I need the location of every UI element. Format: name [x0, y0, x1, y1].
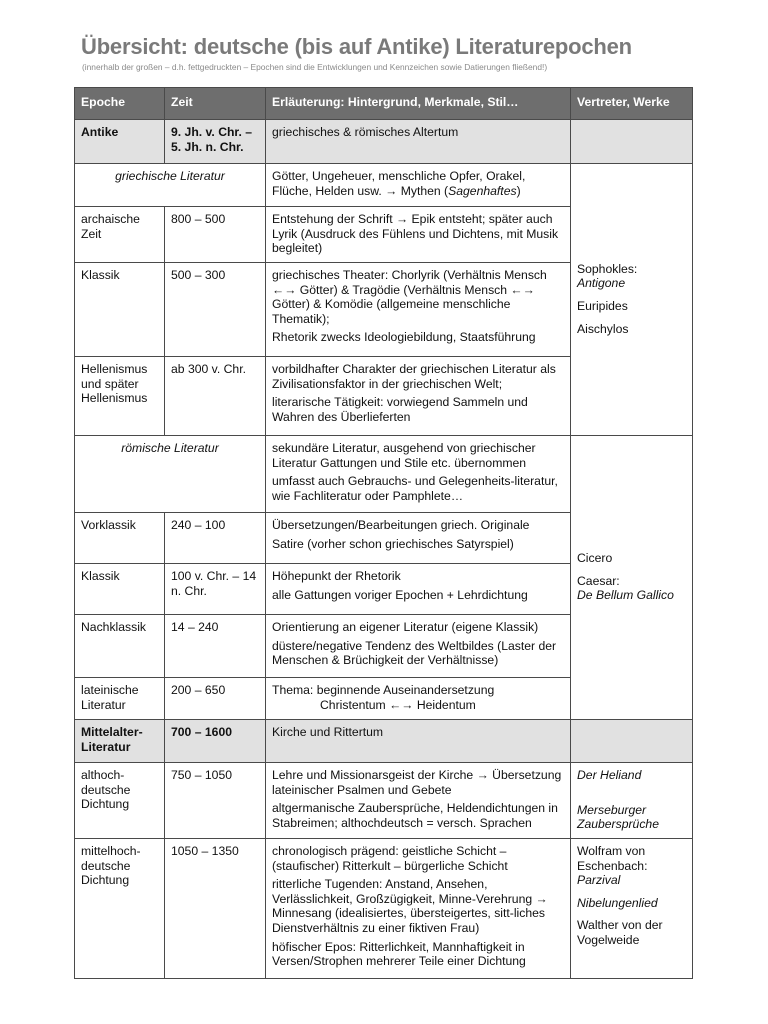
time-cell: 240 – 100	[165, 513, 266, 564]
author-name: Sophokles:	[577, 261, 638, 276]
desc-cell	[266, 839, 571, 979]
epoch-cell: Klassik	[75, 564, 165, 615]
author-name: Aischylos	[577, 321, 629, 336]
desc-cell	[266, 357, 571, 436]
desc-cell	[266, 207, 571, 263]
desc-text: Übersetzungen/Bearbeitungen griech. Originale	[272, 518, 530, 532]
desc-cell	[266, 120, 571, 164]
desc-text: Christentum ←→ Heidentum	[320, 697, 476, 712]
author-name: Caesar:	[577, 573, 620, 588]
work-title: Merseburger Zaubersprüche	[577, 802, 659, 832]
epoch-cell: mittelhoch-deutsche Dichtung	[75, 839, 165, 979]
authors-cell	[571, 720, 693, 763]
epoch-cell: Nachklassik	[75, 615, 165, 678]
work-title: Antigone	[577, 276, 626, 291]
authors-cell	[571, 120, 693, 164]
time-cell: 200 – 650	[165, 678, 266, 720]
desc-cell	[266, 513, 571, 564]
section-label: griechische Literatur	[75, 164, 266, 207]
authors-cell-althoch	[571, 763, 693, 839]
desc-text: Kirche und Rittertum	[272, 725, 384, 739]
table-row-mittelhochdeutsch	[75, 839, 693, 979]
epoch-cell: Klassik	[75, 263, 165, 357]
authors-cell-mittelhoch	[571, 839, 693, 979]
desc-text: altgermanische Zaubersprüche, Heldendichtungen in Stabreimen; althochdeutsch = versch. Sprachen	[272, 801, 558, 830]
desc-cell	[266, 615, 571, 678]
desc-text: alle Gattungen voriger Epochen + Lehrdichtung	[272, 587, 528, 602]
time-cell: 9. Jh. v. Chr. – 5. Jh. n. Chr.	[165, 120, 266, 164]
desc-text: höfischer Epos: Ritterlichkeit, Mannhaftigkeit in Versen/Strophen mehrerer Teile einer Dichtung	[272, 939, 526, 969]
desc-text: chronologisch prägend: geistliche Schicht – (staufischer) Ritterkult – bürgerliche Schicht	[272, 844, 508, 873]
page-subtitle: (innerhalb der großen – d.h. fettgedruckten – Epochen sind die Entwicklungen und Kennzeichen sowie Datierungen fließend!)	[82, 62, 548, 72]
desc-cell	[266, 678, 571, 720]
epoch-cell: Mittelalter-Literatur	[75, 720, 165, 763]
time-cell: 1050 – 1350	[165, 839, 266, 979]
work-title: Parzival	[577, 873, 621, 888]
desc-text: vorbildhafter Charakter der griechischen Literatur als Zivilisationsfaktor in der griechischen Welt;	[272, 362, 556, 391]
desc-text: düstere/negative Tendenz des Weltbildes (Laster der Menschen & Brüchigkeit der Verhältnisse)	[272, 638, 557, 668]
desc-text: Lehre und Missionarsgeist der Kirche → Übersetzung lateinischer Psalmen und Gebete	[272, 768, 562, 797]
time-cell: 800 – 500	[165, 207, 266, 263]
header-erlaeuterung: Erläuterung: Hintergrund, Merkmale, Stil…	[266, 88, 571, 120]
table-header-row	[75, 88, 693, 120]
desc-text: Götter, Ungeheuer, menschliche Opfer, Orakel, Flüche, Helden usw. → Mythen (Sagenhaftes)	[272, 169, 526, 198]
time-cell: 700 – 1600	[165, 720, 266, 763]
time-cell: 750 – 1050	[165, 763, 266, 839]
epoch-cell: althoch-deutsche Dichtung	[75, 763, 165, 839]
table-row-griechische-literatur	[75, 164, 693, 207]
header-epoche: Epoche	[75, 88, 165, 120]
desc-text: griechisches & römisches Altertum	[272, 125, 459, 139]
desc-text: umfasst auch Gebrauchs- und Gelegenheits-literatur, wie Fachliteratur oder Pamphlete…	[272, 474, 558, 503]
header-vertreter: Vertreter, Werke	[571, 88, 693, 120]
epoch-cell: archaische Zeit	[75, 207, 165, 263]
desc-text: Entstehung der Schrift → Epik entsteht; später auch Lyrik (Ausdruck des Fühlens und Dichtens, mit Musik begleitet)	[272, 212, 559, 256]
epoch-cell: Hellenismus und später Hellenismus	[75, 357, 165, 436]
work-title: Nibelungenlied	[577, 895, 658, 910]
time-cell: 100 v. Chr. – 14 n. Chr.	[165, 564, 266, 615]
epoch-cell: Antike	[75, 120, 165, 164]
desc-text: griechisches Theater: Chorlyrik (Verhältnis Mensch ←→ Götter) & Tragödie (Verhältnis Mensch ←→ Götter) & Komödie (allgemeine menschliche Thematik);	[272, 268, 547, 326]
table-row-roemische-literatur	[75, 436, 693, 513]
work-title: De Bellum Gallico	[577, 588, 674, 603]
epoch-cell: Vorklassik	[75, 513, 165, 564]
desc-text: ritterliche Tugenden: Anstand, Ansehen, Verlässlichkeit, Großzügigkeit, Minne-Verehrung → Minnesang (idealisiertes, übersteigertes, sitt-liches Dienstverhältnis zu einer fiktiven Frau)	[272, 877, 548, 935]
desc-text: Höhepunkt der Rhetorik	[272, 569, 401, 583]
epoch-cell: lateinische Literatur	[75, 678, 165, 720]
desc-text: Orientierung an eigener Literatur (eigene Klassik)	[272, 620, 539, 634]
desc-cell	[266, 164, 571, 207]
author-name: Euripides	[577, 299, 628, 313]
table-row-mittelalter	[75, 720, 693, 763]
authors-cell-roman	[571, 436, 693, 720]
work-title: Der Heliand	[577, 768, 642, 782]
desc-cell	[266, 263, 571, 357]
desc-cell	[266, 720, 571, 763]
desc-text: Satire (vorher schon griechisches Satyrspiel)	[272, 536, 514, 551]
page-title: Übersicht: deutsche (bis auf Antike) Literaturepochen	[81, 34, 632, 59]
time-cell: ab 300 v. Chr.	[165, 357, 266, 436]
time-cell: 500 – 300	[165, 263, 266, 357]
desc-cell	[266, 564, 571, 615]
header-zeit: Zeit	[165, 88, 266, 120]
table-row-althochdeutsch	[75, 763, 693, 839]
desc-cell	[266, 763, 571, 839]
epochs-table	[74, 87, 693, 979]
time-cell: 14 – 240	[165, 615, 266, 678]
desc-cell	[266, 436, 571, 513]
author-name: Cicero	[577, 551, 613, 566]
author-name: Wolfram von Eschenbach:	[577, 844, 648, 873]
desc-text: sekundäre Literatur, ausgehend von griechischer Literatur Gattungen und Stile etc. übernommen	[272, 441, 536, 470]
section-label: römische Literatur	[75, 436, 266, 513]
desc-text: literarische Tätigkeit: vorwiegend Sammeln und Wahren des Überlieferten	[272, 395, 528, 424]
authors-cell-greek	[571, 164, 693, 436]
table-row-antike	[75, 120, 693, 164]
desc-text: Rhetorik zwecks Ideologiebildung, Staatsführung	[272, 330, 536, 345]
desc-text: Thema: beginnende Auseinandersetzung	[272, 683, 495, 697]
author-name: Walther von der Vogelweide	[577, 918, 663, 947]
